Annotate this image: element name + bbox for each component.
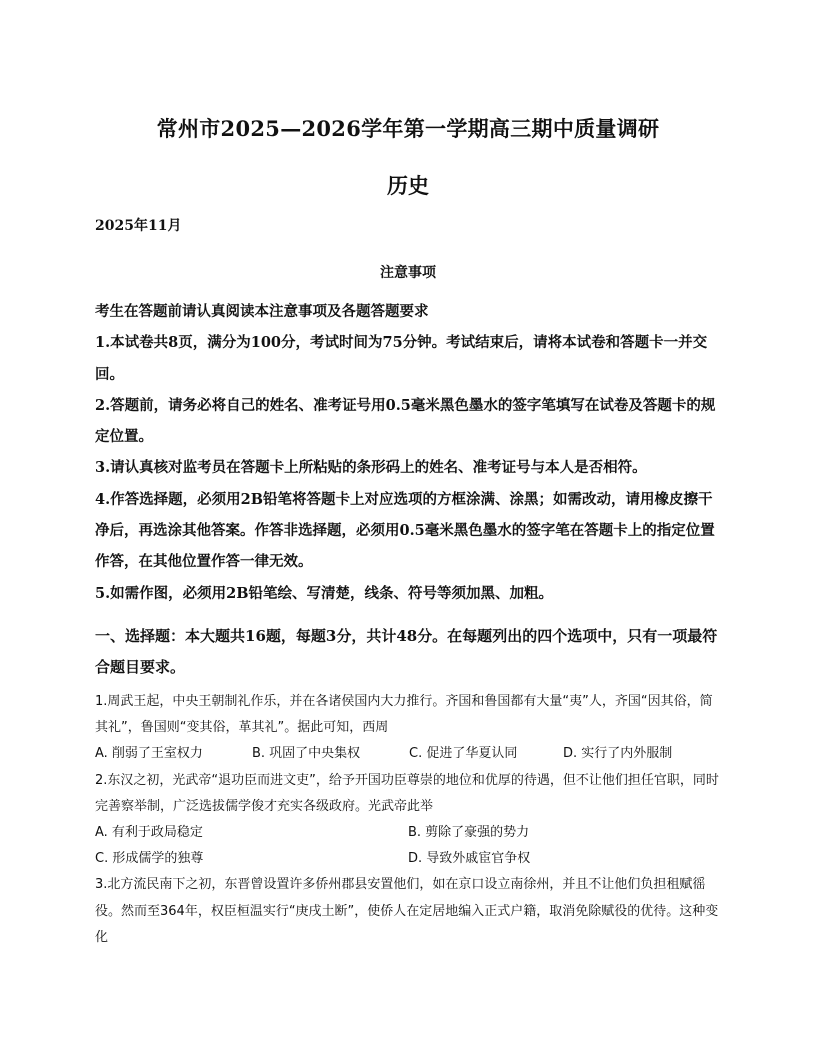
notice-intro: 考生在答题前请认真阅读本注意事项及各题答题要求 [95, 303, 429, 320]
question-2-option-b: B. 剪除了豪强的势力 [408, 825, 530, 841]
notice-item-5: 5.如需作图，必须用2B铅笔绘、写清楚，线条、符号等须加黑、加粗。 [95, 584, 553, 602]
question-2-option-a: A. 有利于政局稳定 [95, 825, 203, 841]
question-1-stem: 1.周武王起，中央王朝制礼作乐，并在各诸侯国内大力推行。齐国和鲁国都有大量“夷”人，齐国“因其俗，简其礼”，鲁国则“变其俗，革其礼”。据此可知，西周 [95, 694, 713, 736]
notice-item-3: 3.请认真核对监考员在答题卡上所粘贴的条形码上的姓名、准考证号与本人是否相符。 [95, 459, 647, 477]
notice-item-1: 1.本试卷共8页，满分为100分，考试时间为75分钟。考试结束后，请将本试卷和答题卡一并交回。 [95, 334, 708, 383]
notice-heading: 注意事项 [380, 265, 436, 281]
notice-item-4: 4.作答选择题，必须用2B铅笔将答题卡上对应选项的方框涂满、涂黑；如需改动，请用橡皮擦干净后，再选涂其他答案。作答非选择题，必须用0.5毫米黑色墨水的签字笔在答题卡上的指定位置作答，在其他位置作答一律无效。 [95, 490, 715, 571]
question-2-option-c: C. 形成儒学的独尊 [95, 851, 204, 867]
subject-title: 历史 [387, 173, 429, 198]
question-1-option-d: D. 实行了内外服制 [563, 746, 673, 762]
question-1-option-c: C. 促进了华夏认同 [409, 746, 518, 762]
notice-item-2: 2.答题前，请务必将自己的姓名、准考证号用0.5毫米黑色墨水的签字笔填写在试卷及答题卡的规定位置。 [95, 396, 716, 446]
question-3-stem: 3.北方流民南下之初，东晋曾设置许多侨州郡县安置他们，如在京口设立南徐州，并且不让他们负担租赋徭役。然而至364年，权臣桓温实行“庚戌土断”，使侨人在定居地编入正式户籍，取消免除赋役的优待。这种变化 [95, 877, 719, 945]
notice-list [95, 296, 725, 609]
section-heading: 一、选择题：本大题共16题，每题3分，共计48分。在每题列出的四个选项中，只有一项最符合题目要求。 [95, 627, 718, 676]
question-2-options-row-2 [95, 846, 725, 872]
exam-title: 常州市2025—2026学年第一学期高三期中质量调研 [156, 116, 660, 141]
question-2-stem: 2.东汉之初，光武帝“退功臣而进文吏”，给予开国功臣尊崇的地位和优厚的待遇，但不让他们担任官职，同时完善察举制，广泛选拔儒学俊才充实各级政府。光武帝此举 [95, 772, 719, 814]
question-1-options [95, 741, 725, 767]
question-2-option-d: D. 导致外戚宦官争权 [408, 851, 531, 867]
question-list [95, 689, 725, 951]
question-1-option-a: A. 削弱了王室权力 [95, 746, 203, 762]
question-2-options-row-1 [95, 820, 725, 846]
question-1-option-b: B. 巩固了中央集权 [252, 746, 361, 762]
exam-date: 2025年11月 [95, 218, 182, 234]
